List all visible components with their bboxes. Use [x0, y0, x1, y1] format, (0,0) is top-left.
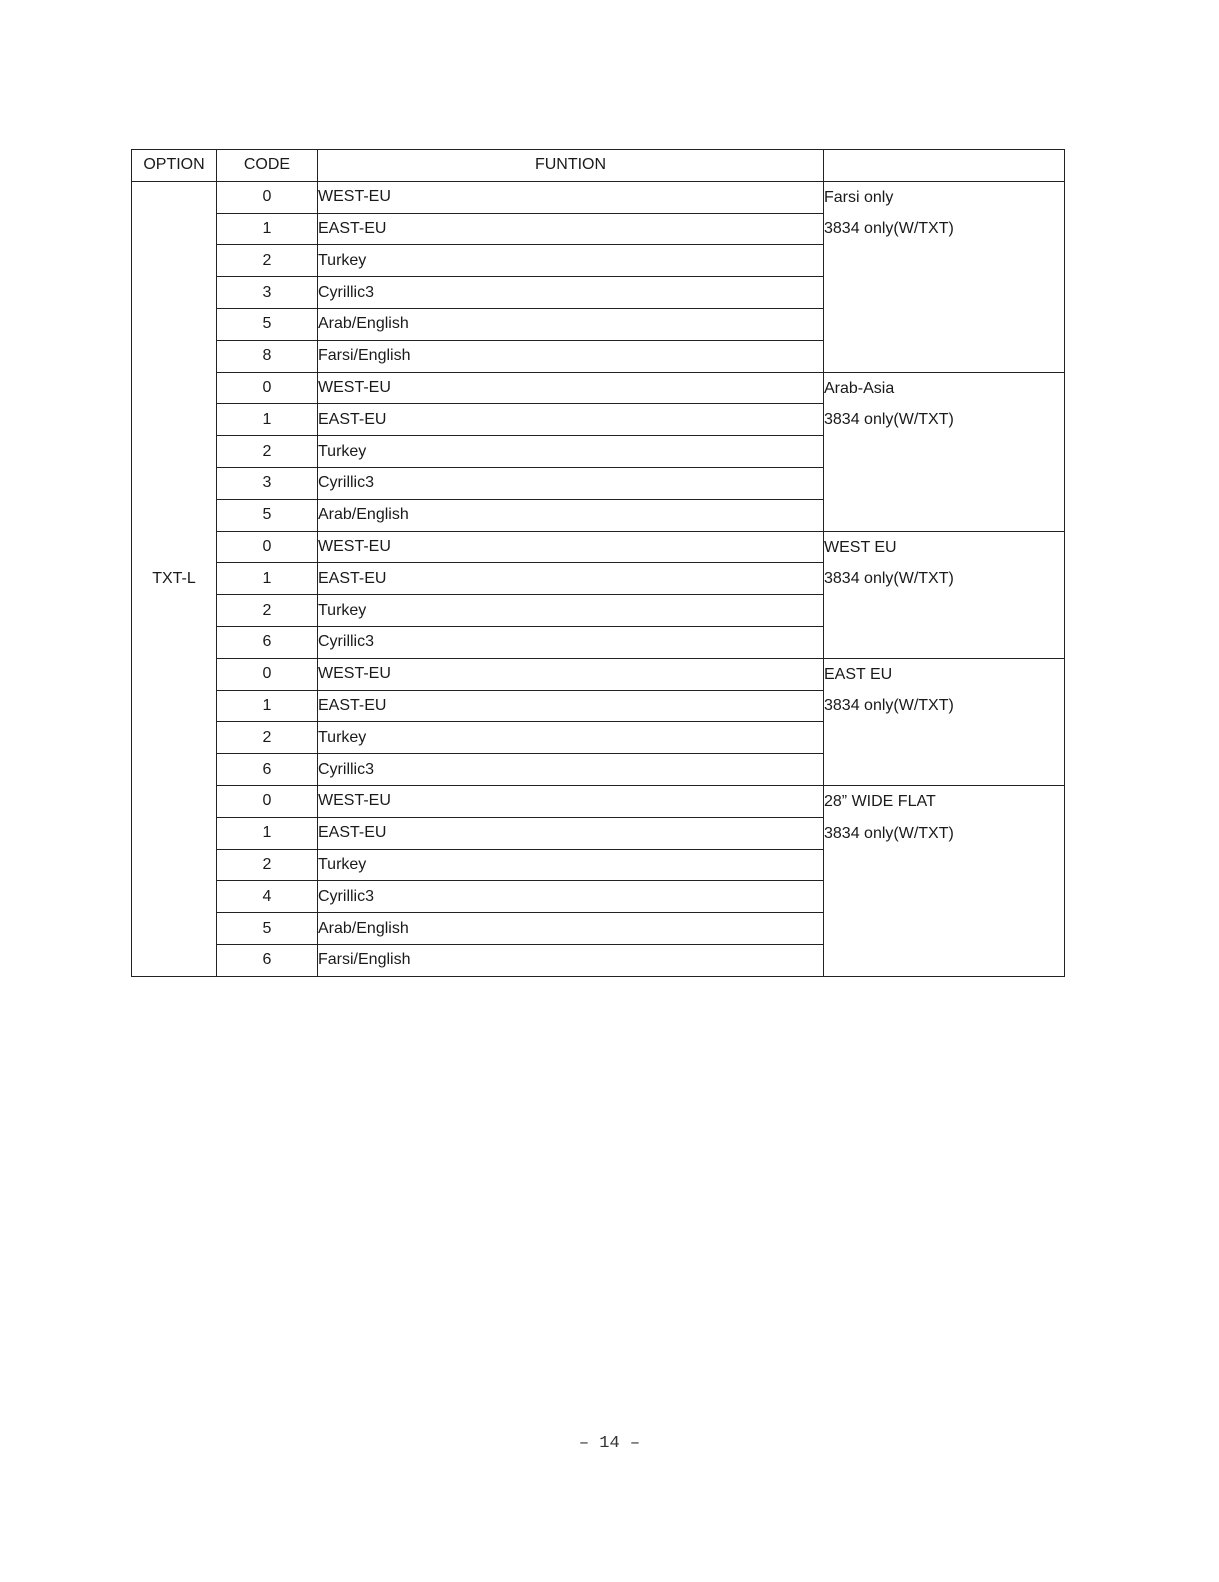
group-note-title: Farsi only: [824, 188, 894, 206]
group-note-sub: 3834 only(W/TXT): [824, 220, 954, 238]
group-note-cell: [824, 372, 1065, 531]
code-cell: 1: [217, 817, 318, 849]
code-cell: 1: [217, 563, 318, 595]
code-cell: 0: [217, 372, 318, 404]
code-cell: 1: [217, 213, 318, 245]
function-cell: WEST-EU: [318, 372, 824, 404]
function-cell: Arab/English: [318, 499, 824, 531]
function-cell: Turkey: [318, 849, 824, 881]
function-cell: Cyrillic3: [318, 754, 824, 786]
page-number: – 14 –: [578, 1434, 641, 1453]
code-cell: 4: [217, 881, 318, 913]
function-cell: Arab/English: [318, 913, 824, 945]
table-row: [132, 181, 1065, 213]
code-cell: 2: [217, 722, 318, 754]
code-cell: 5: [217, 913, 318, 945]
group-note-cell: [824, 531, 1065, 658]
code-cell: 5: [217, 308, 318, 340]
group-note-title: Arab-Asia: [824, 379, 895, 397]
function-cell: WEST-EU: [318, 785, 824, 817]
function-cell: Cyrillic3: [318, 277, 824, 309]
table-row: [132, 658, 1065, 690]
group-note-title: 28” WIDE FLAT: [824, 792, 936, 810]
header-note: [824, 150, 1065, 182]
group-note-title: EAST EU: [824, 665, 893, 683]
function-cell: Turkey: [318, 722, 824, 754]
code-cell: 1: [217, 690, 318, 722]
header-code: CODE: [217, 150, 318, 182]
function-cell: Farsi/English: [318, 944, 824, 976]
group-note-sub: 3834 only(W/TXT): [824, 570, 954, 588]
code-cell: 6: [217, 944, 318, 976]
header-option: OPTION: [132, 150, 217, 182]
code-cell: 0: [217, 531, 318, 563]
function-cell: Cyrillic3: [318, 626, 824, 658]
function-cell: EAST-EU: [318, 404, 824, 436]
function-cell: EAST-EU: [318, 563, 824, 595]
code-cell: 3: [217, 467, 318, 499]
group-note-cell: [824, 785, 1065, 976]
group-note-title: WEST EU: [824, 538, 897, 556]
function-cell: Farsi/English: [318, 340, 824, 372]
code-cell: 6: [217, 626, 318, 658]
group-note-sub: 3834 only(W/TXT): [824, 697, 954, 715]
code-cell: 2: [217, 849, 318, 881]
function-cell: Turkey: [318, 436, 824, 468]
code-cell: 8: [217, 340, 318, 372]
group-note-sub: 3834 only(W/TXT): [824, 824, 954, 842]
function-cell: WEST-EU: [318, 181, 824, 213]
code-cell: 3: [217, 277, 318, 309]
code-cell: 6: [217, 754, 318, 786]
option-table: [131, 149, 1065, 977]
code-cell: 0: [217, 658, 318, 690]
code-cell: 2: [217, 436, 318, 468]
table-header-row: [132, 150, 1065, 182]
code-cell: 2: [217, 245, 318, 277]
function-cell: EAST-EU: [318, 213, 824, 245]
group-note-cell: [824, 658, 1065, 785]
table-row: [132, 531, 1065, 563]
option-label: TXT-L: [132, 181, 217, 976]
group-note-sub: 3834 only(W/TXT): [824, 411, 954, 429]
header-function: FUNTION: [318, 150, 824, 182]
group-note-cell: [824, 181, 1065, 372]
function-cell: EAST-EU: [318, 690, 824, 722]
function-cell: Cyrillic3: [318, 881, 824, 913]
function-cell: Turkey: [318, 245, 824, 277]
function-cell: Turkey: [318, 595, 824, 627]
code-cell: 0: [217, 181, 318, 213]
function-cell: Arab/English: [318, 308, 824, 340]
code-cell: 5: [217, 499, 318, 531]
code-cell: 1: [217, 404, 318, 436]
table-row: [132, 372, 1065, 404]
function-cell: EAST-EU: [318, 817, 824, 849]
table-row: [132, 785, 1065, 817]
table-body: [132, 181, 1065, 976]
code-cell: 2: [217, 595, 318, 627]
function-cell: WEST-EU: [318, 531, 824, 563]
function-cell: Cyrillic3: [318, 467, 824, 499]
function-cell: WEST-EU: [318, 658, 824, 690]
code-cell: 0: [217, 785, 318, 817]
